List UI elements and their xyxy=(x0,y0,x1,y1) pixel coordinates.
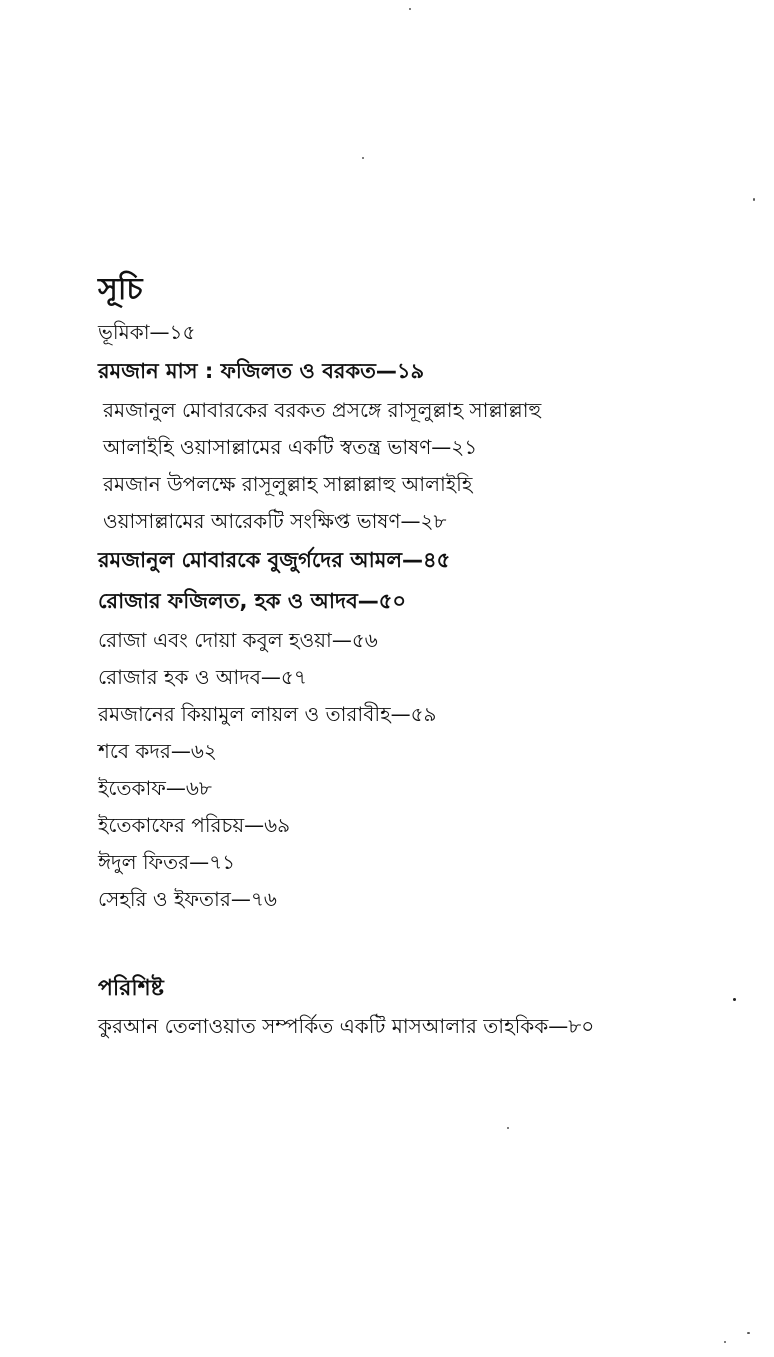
toc-entry-speech-1-line-1: রমজানুল মোবারকের বরকত প্রসঙ্গে রাসূলুল্লাহ সাল্লাল্লাহু xyxy=(103,398,542,422)
toc-entry-fasting-virtues: রোজার ফজিলত, হক ও আদব—৫০ xyxy=(98,589,407,613)
toc-entry-preface: ভূমিকা—১৫ xyxy=(98,320,196,344)
toc-entry-fasting-dua: রোজা এবং দোয়া কবুল হওয়া—৫৬ xyxy=(98,628,378,652)
toc-entry-qiyamul-layl: রমজানের কিয়ামুল লায়ল ও তারাবীহ—৫৯ xyxy=(98,702,437,726)
toc-entry-speech-2-line-2: ওয়াসাল্লামের আরেকটি সংক্ষিপ্ত ভাষণ—২৮ xyxy=(103,509,447,533)
toc-entry-shab-e-qadr: শবে কদর—৬২ xyxy=(98,739,217,763)
toc-entry-sehri-iftar: সেহরি ও ইফতার—৭৬ xyxy=(98,887,277,911)
toc-entry-fasting-rights: রোজার হক ও আদব—৫৭ xyxy=(98,665,307,689)
paper-speck xyxy=(362,157,364,159)
paper-speck xyxy=(409,8,411,10)
appendix-title: পরিশিষ্ট xyxy=(98,976,164,1001)
paper-speck xyxy=(733,998,736,1001)
toc-entry-ramadan-virtues: রমজান মাস : ফজিলত ও বরকত—১৯ xyxy=(98,359,425,383)
appendix-section xyxy=(98,970,758,1045)
paper-speck xyxy=(753,198,755,201)
toc-entry-itikaf-intro: ইতেকাফের পরিচয়—৬৯ xyxy=(98,813,291,837)
appendix-entry-quran-recitation: কুরআন তেলাওয়াত সম্পর্কিত একটি মাসআলার তাহকিক—৮০ xyxy=(98,1014,595,1038)
toc-title: সূচি xyxy=(98,272,143,307)
toc-entry-elders-deeds: রমজানুল মোবারকে বুজুর্গদের আমল—৪৫ xyxy=(98,548,451,572)
table-of-contents xyxy=(98,268,758,918)
toc-entry-eid-ul-fitr: ঈদুল ফিতর—৭১ xyxy=(98,850,236,874)
paper-speck xyxy=(747,1332,750,1334)
paper-speck xyxy=(724,1341,726,1343)
toc-entry-itikaf: ইতেকাফ—৬৮ xyxy=(98,776,212,800)
toc-entry-speech-1-line-2: আলাইহি ওয়াসাল্লামের একটি স্বতন্ত্র ভাষণ—২১ xyxy=(103,435,478,459)
paper-speck xyxy=(507,1127,509,1129)
toc-entry-speech-2-line-1: রমজান উপলক্ষে রাসূলুল্লাহ সাল্লাল্লাহু আলাইহি xyxy=(103,472,473,496)
